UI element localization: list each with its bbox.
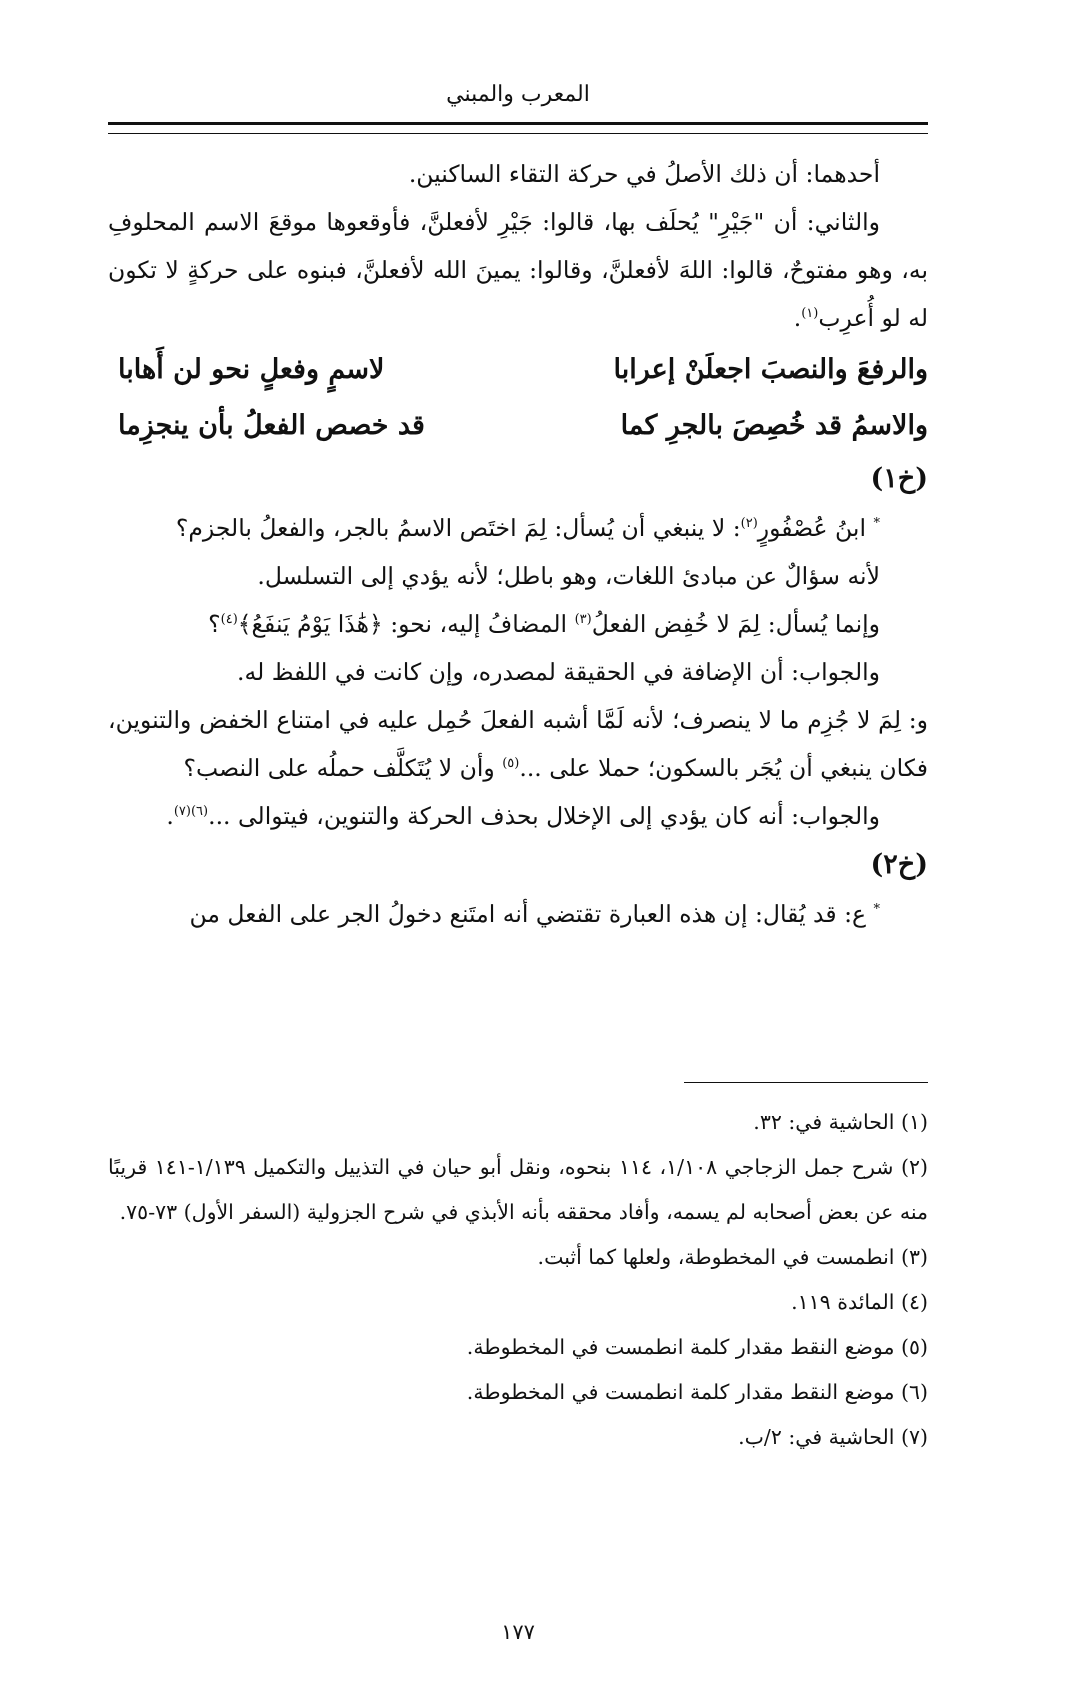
verse-1-first-hemistich: والرفعَ والنصبَ اجعلَنْ إعرابا <box>613 354 928 385</box>
header-rule-thick <box>108 122 928 125</box>
paragraph-2 <box>108 198 928 342</box>
verse-2-first-hemistich: والاسمُ قد خُصِصَ بالجرِ كما <box>620 410 928 441</box>
section-heading-2: (خ٢) <box>870 849 928 880</box>
section-heading-1: (خ١) <box>870 463 928 494</box>
verse-line-1 <box>108 342 928 398</box>
paragraph-b1 <box>108 890 928 938</box>
footnotes <box>108 1100 928 1460</box>
footnote-5: (٥) موضع النقط مقدار كلمة انطمست في المخطوطة. <box>466 1335 928 1359</box>
paragraph-a4: والجواب: أن الإضافة في الحقيقة لمصدره، وإن كانت في اللفظ له. <box>237 658 880 686</box>
paragraph-a6-end: . <box>166 802 174 830</box>
paragraph-2-text: والثاني: أن "جَيْرِ" يُحلَف بها، قالوا: جَيْرِ لأفعلنَّ، فأوقعوها موقعَ الاسم المحلوفِ به، وهو مفتوحٌ، قالوا: اللهَ لأفعلنَّ، وقالوا: يمينَ الله لأفعلنَّ، فبنوه على حركةٍ لا تكون له لو أُعرِب <box>108 208 928 332</box>
star-marker: * <box>873 516 880 532</box>
paragraph-a3-mid: المضافُ إليه، نحو: ﴿هَٰذَا يَوْمُ يَنفَعُ﴾ <box>237 610 575 638</box>
verse-1-second-hemistich: لاسمٍ وفعلٍ نحو لن أَهابا <box>118 354 385 385</box>
footnote-ref-4[interactable]: (٤) <box>220 612 238 628</box>
paragraph-a1 <box>108 504 928 552</box>
paragraph-a6-text: والجواب: أنه كان يؤدي إلى الإخلال بحذف الحركة والتنوين، فيتوالى ... <box>208 802 880 830</box>
paragraph-a6 <box>108 792 928 840</box>
star-marker-2: * <box>873 902 880 918</box>
footnote-6: (٦) موضع النقط مقدار كلمة انطمست في المخطوطة. <box>466 1380 928 1404</box>
paragraph-a3-end: ؟ <box>208 610 221 638</box>
footnote-ref-1[interactable]: (١) <box>801 306 819 322</box>
footnote-2: (٢) شرح جمل الزجاجي ١/١٠٨، ١١٤ بنحوه، ونقل أبو حيان في التذييل والتكميل ١/١٣٩-١٤١ قريبًا منه عن بعض أصحابه لم يسمه، وأفاد محققه بأنه الأبذي في شرح الجزولية (السفر الأول) ٧٣-٧٥. <box>108 1155 929 1224</box>
verse-line-2 <box>108 398 928 454</box>
footnote-ref-5[interactable]: (٥) <box>502 756 520 772</box>
footnote-3: (٣) انطمست في المخطوطة، ولعلها كما أثبت. <box>537 1245 928 1269</box>
paragraph-a3-text: وإنما يُسأل: لِمَ لا خُفِض الفعلُ <box>591 610 880 638</box>
footnote-7: (٧) الحاشية في: ٢/ب. <box>738 1425 928 1449</box>
footnote-separator <box>684 1082 928 1083</box>
footnote-4: (٤) المائدة ١١٩. <box>791 1290 928 1314</box>
paragraph-a3 <box>108 600 928 648</box>
paragraph-2-end: . <box>793 304 802 332</box>
paragraph-b1-text: ع: قد يُقال: إن هذه العبارة تقتضي أنه امتَنع دخولُ الجر على الفعل من <box>189 900 874 928</box>
footnote-ref-3[interactable]: (٣) <box>574 612 592 628</box>
footnote-ref-2[interactable]: (٢) <box>740 516 758 532</box>
footnote-ref-6-7[interactable]: (٦)(٧) <box>173 804 209 820</box>
page-number: ١٧٧ <box>501 1620 535 1644</box>
main-text <box>108 150 928 938</box>
paragraph-a5-end: وأن لا يُتَكلَّف حملُه على النصب؟ <box>183 754 503 782</box>
paragraph-a1-text: : لا ينبغي أن يُسأل: لِمَ اختَص الاسمُ بالجر، والفعلُ بالجزم؟ <box>175 514 741 542</box>
verse-2-second-hemistich: قد خصص الفعلُ بأن ينجزِما <box>118 410 425 441</box>
author-name: ابنُ عُصْفُورٍ <box>757 514 867 542</box>
paragraph-a2: لأنه سؤالٌ عن مبادئ اللغات، وهو باطل؛ لأنه يؤدي إلى التسلسل. <box>257 562 880 590</box>
header-rule-thin <box>108 133 928 134</box>
running-head: المعرب والمبني <box>446 82 590 107</box>
paragraph-1: أحدهما: أن ذلك الأصلُ في حركة التقاء الساكنين. <box>408 160 880 188</box>
paragraph-a5-text: و: لِمَ لا جُزِم ما لا ينصرف؛ لأنه لَمَّا أشبه الفعلَ حُمِل عليه في امتناع الخفض والتنوين، فكان ينبغي أن يُجَر بالسكون؛ حملا على ... <box>108 706 928 782</box>
footnote-1: (١) الحاشية في: ٣٢. <box>753 1110 928 1134</box>
paragraph-a5 <box>108 696 928 792</box>
